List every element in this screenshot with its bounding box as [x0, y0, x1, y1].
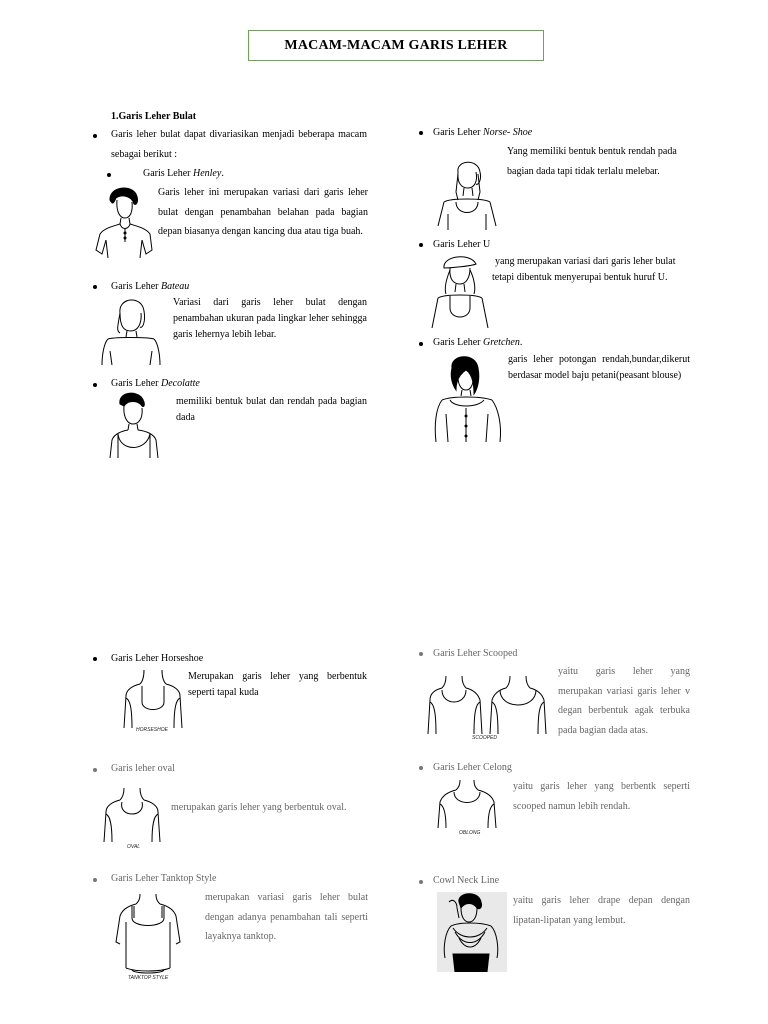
scooped-figure-label: SCOOPED — [472, 735, 498, 741]
norse-shoe-figure-image — [434, 158, 500, 230]
horseshoe-label: Garis Leher Horseshoe — [111, 653, 204, 664]
bullet — [419, 342, 423, 346]
gretchen-description: garis leher potongan rendah,bundar,dikerut berdasar model baju petani(peasant blouse) — [508, 354, 690, 381]
celong-figure-image — [434, 778, 500, 830]
bullet — [107, 173, 111, 177]
bullet — [419, 880, 423, 884]
norse-description-line2: bagian dada tapi tidak terlalu melebar. — [507, 166, 660, 177]
bullet — [419, 243, 423, 247]
cowl-description: yaitu garis leher drape depan dengan lipatan-lipatan yang lembut. — [513, 895, 690, 926]
scooped-description: yaitu garis leher yang merupakan variasi garis leher v degan berbentuk agak terbuka pada bagian dada atas. — [558, 666, 690, 736]
decolatte-description: memiliki bentuk bulat dan rendah pada bagian dada — [176, 396, 367, 423]
u-description-line1: yang merupakan variasi dari garis leher bulat — [495, 256, 676, 267]
scooped-label: Garis Leher Scooped — [433, 648, 518, 659]
cowl-label: Cowl Neck Line — [433, 875, 500, 886]
horseshoe-figure-label: HORSESHOE — [136, 727, 168, 733]
intro-text: Garis leher bulat dapat divariasikan menjadi beberapa macam sebagai berikut : — [111, 129, 367, 160]
decolatte-figure-image — [106, 392, 162, 458]
tanktop-figure-label: TANKTOP STYLE — [128, 975, 169, 981]
bullet — [93, 383, 97, 387]
tanktop-figure-image — [112, 892, 184, 978]
tanktop-label: Garis Leher Tanktop Style — [111, 873, 217, 884]
bateau-figure-image — [100, 293, 162, 367]
oval-label: Garis leher oval — [111, 763, 175, 774]
oval-description: merupakan garis leher yang berbentuk oval. — [171, 802, 347, 813]
celong-figure-label: OBLONG — [459, 830, 481, 836]
section-heading: 1.Garis Leher Bulat — [111, 111, 197, 122]
bullet — [93, 878, 97, 882]
bateau-label: Garis Leher Bateau — [111, 281, 190, 292]
henley-label: Garis Leher Henley. — [143, 168, 224, 179]
horseshoe-description: Merupakan garis leher yang berbentuk seperti tapal kuda — [188, 671, 367, 698]
celong-label: Garis Leher Celong — [433, 762, 512, 773]
bullet — [93, 657, 97, 661]
henley-description: Garis leher ini merupakan variasi dari garis leher bulat dengan penambahan belahan pada bagian depan biasanya dengan kancing dua atau tiga buah. — [158, 187, 368, 237]
henley-figure-image — [92, 182, 154, 258]
cowl-neck-figure-image — [437, 892, 507, 972]
gretchen-label: Garis Leher Gretchen. — [433, 337, 523, 348]
norse-label: Garis Leher Norse- Shoe — [433, 127, 533, 138]
bullet — [93, 134, 97, 138]
bullet — [419, 131, 423, 135]
scooped-figure-image — [426, 674, 552, 738]
celong-description: yaitu garis leher yang berbentk seperti scooped namun lebih rendah. — [513, 781, 690, 812]
u-neckline-figure-image — [430, 254, 492, 328]
tanktop-description: merupakan variasi garis leher bulat dengan adanya penambahan tali seperti layaknya tanktop. — [205, 892, 368, 942]
bullet — [93, 285, 97, 289]
gretchen-figure-image — [432, 354, 504, 444]
oval-figure-label: OVAL — [127, 844, 141, 850]
oval-figure-image — [100, 786, 164, 844]
u-label: Garis Leher U — [433, 239, 491, 250]
bullet — [419, 766, 423, 770]
decolatte-label: Garis Leher Decolatte — [111, 378, 200, 389]
norse-description-line1: Yang memiliki bentuk bentuk rendah pada — [507, 146, 677, 157]
page-title: MACAM-MACAM GARIS LEHER — [248, 30, 544, 61]
bullet — [419, 652, 423, 656]
horseshoe-figure-image — [120, 668, 186, 732]
bullet — [93, 768, 97, 772]
bateau-description: Variasi dari garis leher bulat dengan penambahan ukuran pada lingkar leher sehingga garis lehernya lebih lebar. — [173, 297, 367, 340]
u-description-line2: tetapi dibentuk menyerupai bentuk huruf U. — [492, 272, 668, 283]
